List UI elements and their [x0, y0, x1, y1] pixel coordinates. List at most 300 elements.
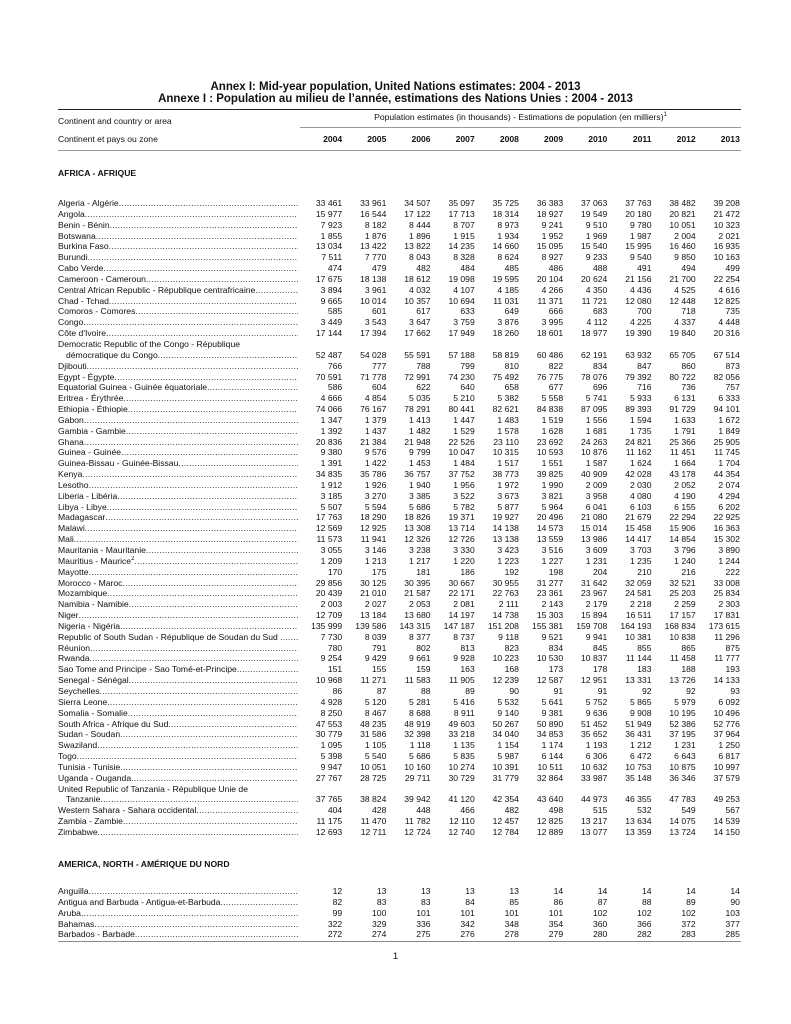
- population-value: 38 773: [492, 469, 519, 480]
- population-value: 36 346: [669, 772, 696, 783]
- dot-leader: [74, 534, 298, 545]
- population-value: 39 942: [404, 794, 431, 805]
- table-row: [58, 209, 741, 220]
- population-value: 4 854: [364, 393, 387, 404]
- population-value: 9 636: [585, 707, 608, 718]
- population-value: 18 977: [581, 328, 608, 339]
- population-value: 845: [592, 642, 608, 653]
- country-name-text: démocratique du Congo: [66, 349, 158, 360]
- population-value: 135 999: [311, 620, 343, 631]
- population-value: 279: [548, 929, 564, 940]
- footnote-marker: 2: [131, 555, 135, 562]
- population-value: 31 586: [360, 729, 387, 740]
- population-value: 151: [327, 664, 343, 675]
- population-value: 14 417: [625, 534, 652, 545]
- population-value: 11 721: [581, 295, 608, 306]
- population-value: 20 439: [315, 588, 343, 599]
- population-value: 17 831: [713, 610, 740, 621]
- table-row: [58, 773, 741, 784]
- population-value: 17 394: [360, 328, 387, 339]
- dot-leader: [117, 491, 298, 502]
- population-value: 10 875: [669, 761, 696, 772]
- table-row: [58, 686, 741, 697]
- country-name-text: Cabo Verde: [58, 263, 104, 274]
- dot-leader: [89, 480, 298, 491]
- population-value: 13 726: [669, 675, 696, 686]
- population-value: 31 779: [492, 772, 519, 783]
- header-span-rule: [300, 127, 741, 128]
- population-value: 89: [465, 685, 475, 696]
- population-value: 10 315: [492, 447, 519, 458]
- population-value: 484: [460, 263, 475, 274]
- population-value: 4 436: [629, 284, 652, 295]
- population-value: 30 729: [448, 772, 475, 783]
- population-value: 10 274: [448, 761, 475, 772]
- population-value: 6 643: [674, 751, 696, 762]
- population-value: 799: [460, 360, 475, 371]
- population-value: 10 511: [537, 761, 564, 772]
- population-value: 3 270: [364, 490, 387, 501]
- population-value: 101: [460, 907, 475, 918]
- population-value: 3 449: [320, 317, 343, 328]
- table-row: [58, 567, 741, 578]
- population-value: 622: [416, 382, 431, 393]
- population-value: 1 940: [409, 479, 431, 490]
- population-value: 9 576: [364, 447, 387, 458]
- population-value: 14 539: [713, 816, 740, 827]
- population-value: 37 752: [448, 469, 475, 480]
- population-value: 9 908: [629, 707, 652, 718]
- population-value: 1 220: [453, 555, 475, 566]
- population-value: 20 624: [581, 273, 608, 284]
- year-header: 2004: [323, 134, 343, 144]
- country-name: [58, 296, 298, 307]
- population-value: 21 700: [669, 273, 696, 284]
- table-row: [58, 393, 741, 404]
- population-value: 8 444: [409, 219, 431, 230]
- table-row: [58, 426, 741, 437]
- dot-leader: [110, 220, 298, 231]
- population-value: 1 453: [409, 458, 431, 469]
- dot-leader: [106, 328, 298, 339]
- population-value: 39 825: [536, 469, 564, 480]
- population-value: 11 470: [360, 816, 387, 827]
- population-value: 12 080: [625, 295, 652, 306]
- country-name-text: Democratic Republic of the Congo - République: [58, 338, 241, 349]
- population-value: 1 422: [364, 458, 387, 469]
- population-value: 37 765: [315, 794, 343, 805]
- population-value: 188: [681, 664, 696, 675]
- table-row: [58, 296, 741, 307]
- population-value: 4 928: [320, 696, 343, 707]
- population-value: 29 856: [315, 577, 343, 588]
- population-value: 873: [725, 360, 740, 371]
- population-value: 322: [327, 918, 343, 929]
- population-value: 14 075: [669, 816, 696, 827]
- population-value: 2 111: [498, 599, 519, 610]
- country-name-text: Burkina Faso: [58, 241, 109, 252]
- country-name-text: Seychelles: [58, 685, 100, 696]
- country-name: [58, 643, 298, 654]
- population-value: 170: [327, 566, 343, 577]
- country-name-text: Sierra Leone: [58, 696, 108, 707]
- dot-leader: [123, 393, 298, 404]
- table-row: [58, 231, 741, 242]
- population-value: 15 302: [713, 534, 740, 545]
- population-value: 9 941: [585, 631, 608, 642]
- population-value: 67 514: [713, 349, 740, 360]
- population-value: 87: [597, 896, 608, 907]
- population-value: 28 725: [360, 772, 387, 783]
- country-name-text: Mali: [58, 534, 74, 545]
- population-value: 34 507: [404, 198, 431, 208]
- country-name: [58, 198, 298, 209]
- population-value: 10 838: [669, 631, 696, 642]
- population-value: 791: [372, 642, 387, 653]
- population-value: 101: [504, 907, 519, 918]
- population-value: 1 876: [364, 230, 387, 241]
- population-value: 491: [637, 263, 652, 274]
- population-value: 15 458: [625, 523, 652, 534]
- population-value: 18 927: [536, 208, 564, 219]
- population-value: 9 254: [320, 653, 343, 664]
- population-value: 4 448: [718, 317, 740, 328]
- dot-leader: [146, 545, 298, 556]
- country-name: [58, 491, 298, 502]
- population-value: 10 223: [492, 653, 519, 664]
- population-value: 834: [548, 642, 564, 653]
- population-value: 37 579: [713, 772, 740, 783]
- population-value: 143 315: [399, 620, 431, 631]
- population-value: 10 496: [713, 707, 740, 718]
- population-value: 2 218: [629, 599, 652, 610]
- population-value: 2 179: [585, 599, 608, 610]
- dot-leader: [220, 897, 298, 908]
- table-row: [58, 382, 741, 393]
- dot-leader: [129, 675, 298, 686]
- country-name: [58, 784, 298, 795]
- population-value: 2 259: [674, 599, 696, 610]
- table-row: [58, 241, 741, 252]
- country-name-text: United Republic of Tanzania - République Unie de: [58, 783, 248, 794]
- population-value: 89: [686, 896, 696, 907]
- population-value: 8 377: [409, 631, 431, 642]
- population-value: 549: [681, 805, 696, 816]
- population-value: 76 167: [360, 404, 387, 415]
- population-value: 5 416: [453, 696, 475, 707]
- country-name: [58, 588, 298, 599]
- population-value: 10 837: [581, 653, 608, 664]
- population-value: 19 098: [448, 273, 475, 284]
- population-value: 6 092: [718, 696, 740, 707]
- population-value: 498: [548, 805, 564, 816]
- population-value: 1 987: [629, 230, 652, 241]
- table-row: [58, 502, 741, 513]
- population-value: 9 850: [674, 252, 696, 263]
- population-value: 1 849: [718, 425, 740, 436]
- population-value: 4 266: [541, 284, 564, 295]
- population-value: 11 458: [670, 653, 696, 664]
- country-name-text: Namibia - Namibie: [58, 599, 129, 610]
- country-name-text: Guinea - Guinée: [58, 447, 122, 458]
- population-value: 101: [416, 907, 431, 918]
- country-name-text: Togo: [58, 751, 77, 762]
- population-value: 3 958: [585, 490, 608, 501]
- population-value: 1 231: [674, 740, 696, 751]
- population-value: 8 328: [453, 252, 475, 263]
- country-name-text: South Africa - Afrique du Sud: [58, 718, 169, 729]
- population-value: 6 131: [674, 393, 696, 404]
- year-header: 2013: [720, 134, 740, 144]
- country-name-text: Benin - Bénin: [58, 219, 110, 230]
- table-row: [58, 578, 741, 589]
- population-value: 94 101: [713, 404, 740, 415]
- population-value: 14: [641, 886, 652, 896]
- population-value: 84 838: [536, 404, 564, 415]
- dot-leader: [90, 653, 298, 664]
- country-name: [58, 285, 298, 296]
- population-value: 21 010: [360, 588, 387, 599]
- population-value: 35 652: [581, 729, 608, 740]
- population-value: 1 227: [541, 555, 564, 566]
- country-name-text: Rwanda: [58, 653, 90, 664]
- population-value: 274: [372, 929, 387, 940]
- population-value: 15 303: [536, 610, 564, 621]
- population-value: 8 624: [497, 252, 519, 263]
- population-value: 9 928: [453, 653, 475, 664]
- population-value: 5 686: [409, 501, 431, 512]
- table-row: [58, 317, 741, 328]
- country-name: [58, 220, 298, 231]
- year-header: 2011: [632, 134, 652, 144]
- population-value: 1 587: [585, 458, 608, 469]
- population-value: 479: [372, 263, 387, 274]
- population-value: 1 934: [497, 230, 519, 241]
- population-value: 372: [681, 918, 696, 929]
- population-value: 1 624: [629, 458, 652, 469]
- country-name: [58, 404, 298, 415]
- population-value: 16 511: [625, 610, 652, 621]
- population-value: 5 865: [629, 696, 652, 707]
- population-value: 735: [725, 306, 740, 317]
- population-value: 33 987: [581, 772, 608, 783]
- population-value: 21 384: [360, 436, 387, 447]
- population-value: 17 157: [669, 610, 696, 621]
- population-value: 21 587: [404, 588, 431, 599]
- population-value: 12 825: [536, 816, 564, 827]
- population-value: 37 964: [713, 729, 740, 740]
- population-value: 62 191: [581, 349, 608, 360]
- population-value: 1 681: [585, 425, 608, 436]
- table-row: [58, 523, 741, 534]
- population-value: 10 391: [492, 761, 519, 772]
- dot-leader: [87, 361, 298, 372]
- year-header: 2005: [367, 134, 387, 144]
- year-header: 2008: [499, 134, 519, 144]
- population-value: 15 014: [581, 523, 608, 534]
- population-value: 33 961: [360, 198, 387, 208]
- population-value: 6 333: [718, 393, 740, 404]
- population-value: 17 763: [315, 512, 343, 523]
- population-value: 90: [509, 685, 519, 696]
- year-header: 2012: [676, 134, 696, 144]
- dot-leader: [85, 209, 298, 220]
- population-value: 13: [376, 886, 387, 896]
- population-value: 1 154: [497, 740, 519, 751]
- population-value: 18 826: [404, 512, 431, 523]
- population-value: 1 972: [497, 479, 519, 490]
- population-value: 19 549: [581, 208, 608, 219]
- table-row: [58, 610, 741, 621]
- country-name-text: Sao Tome and Principe - Sao Tomé-et-Principe: [58, 664, 237, 675]
- dot-leader: [131, 773, 298, 784]
- population-value: 499: [725, 263, 740, 274]
- population-value: 87 095: [581, 404, 608, 415]
- population-value: 272: [327, 929, 343, 940]
- population-value: 1 095: [320, 740, 343, 751]
- population-value: 15 977: [315, 208, 343, 219]
- population-value: 8 043: [409, 252, 431, 263]
- population-value: 640: [460, 382, 475, 393]
- population-value: 79 392: [625, 371, 652, 382]
- population-value: 5 933: [629, 393, 652, 404]
- dot-leader: [89, 567, 298, 578]
- population-value: 15 540: [581, 241, 608, 252]
- population-value: 9 510: [585, 219, 608, 230]
- population-value: 181: [416, 566, 431, 577]
- year-header-row: [298, 134, 740, 144]
- population-value: 50 890: [536, 718, 564, 729]
- population-value: 8 039: [364, 631, 387, 642]
- country-name-text: Somalia - Somalie: [58, 707, 128, 718]
- population-value: 22 254: [713, 273, 740, 284]
- dot-leader: [79, 610, 298, 621]
- population-value: 1 990: [541, 479, 564, 490]
- population-value: 585: [327, 306, 343, 317]
- country-name: [58, 263, 298, 274]
- population-value: 12 587: [536, 675, 564, 686]
- population-value: 11 371: [537, 295, 564, 306]
- dot-leader: [120, 762, 298, 773]
- population-value: 175: [372, 566, 387, 577]
- population-value: 5 741: [585, 393, 608, 404]
- country-name-text: Kenya: [58, 469, 83, 480]
- population-value: 155: [372, 664, 387, 675]
- population-value: 7 511: [321, 252, 343, 263]
- population-value: 21 679: [625, 512, 652, 523]
- population-value: 11 905: [449, 675, 475, 686]
- population-value: 31 277: [536, 577, 564, 588]
- table-row: [58, 534, 741, 545]
- population-value: 37 063: [581, 198, 608, 208]
- population-value: 1 413: [409, 414, 431, 425]
- population-value: 10 047: [448, 447, 475, 458]
- population-value: 3 703: [629, 545, 652, 555]
- population-value: 2 009: [585, 479, 608, 490]
- country-name: [58, 929, 298, 940]
- population-value: 168 834: [664, 620, 696, 631]
- population-value: 1 483: [497, 414, 519, 425]
- population-value: 60 486: [536, 349, 564, 360]
- country-name: [58, 339, 298, 350]
- population-value: 16 460: [669, 241, 696, 252]
- population-value: 80 722: [669, 371, 696, 382]
- table-row: [58, 545, 741, 556]
- population-value: 40 909: [581, 469, 608, 480]
- population-value: 10 997: [713, 761, 740, 772]
- dot-leader: [178, 458, 298, 469]
- population-value: 71 778: [360, 371, 387, 382]
- population-value: 13 331: [625, 675, 652, 686]
- north-america-rows: [58, 886, 741, 940]
- country-name-text: Sudan - Soudan: [58, 729, 121, 740]
- population-value: 14 133: [713, 675, 740, 686]
- population-value: 36 431: [625, 729, 652, 740]
- population-value: 757: [725, 382, 740, 393]
- table-row: [58, 328, 741, 339]
- population-value: 2 030: [629, 479, 652, 490]
- population-value: 8 927: [541, 252, 564, 263]
- population-value: 12 951: [581, 675, 608, 686]
- population-value: 12 825: [713, 295, 740, 306]
- population-value: 6 202: [718, 501, 740, 512]
- table-row: [58, 556, 741, 567]
- population-value: 10 381: [625, 631, 652, 642]
- population-value: 2 003: [320, 599, 343, 610]
- population-value: 12 110: [449, 816, 475, 827]
- population-value: 633: [460, 306, 475, 317]
- dot-leader: [84, 415, 298, 426]
- population-value: 9 241: [541, 219, 564, 230]
- country-name-text: Equatorial Guinea - Guinée équatoriale: [58, 382, 208, 393]
- population-value: 25 366: [669, 436, 696, 447]
- population-value: 204: [592, 566, 608, 577]
- population-value: 2 303: [718, 599, 740, 610]
- column-header-population-estimates: [300, 112, 741, 122]
- dot-leader: [120, 621, 298, 632]
- dot-leader: [97, 740, 298, 751]
- country-name-text: Egypt - Égypte: [58, 371, 115, 382]
- population-value: 658: [504, 382, 519, 393]
- country-name: [58, 697, 298, 708]
- population-value: 482: [416, 263, 431, 274]
- dot-leader: [207, 382, 298, 393]
- population-value: 1 118: [409, 740, 431, 751]
- population-value: 10 051: [669, 219, 696, 230]
- population-value: 18 260: [492, 328, 519, 339]
- population-value: 14: [553, 886, 564, 896]
- population-value: 33 461: [315, 198, 343, 208]
- population-value: 222: [725, 566, 740, 577]
- population-value: 173: [548, 664, 564, 675]
- population-value: 49 603: [448, 718, 475, 729]
- population-value: 485: [504, 263, 519, 274]
- population-value: 12 711: [360, 826, 387, 837]
- population-value: 6 306: [585, 751, 608, 762]
- population-value: 1 628: [541, 425, 564, 436]
- population-value: 13: [421, 886, 431, 896]
- population-value: 3 146: [364, 545, 387, 555]
- population-value: 6 472: [629, 751, 652, 762]
- population-value: 3 894: [320, 284, 343, 295]
- country-name-text: Uganda - Ouganda: [58, 772, 132, 783]
- country-name: [58, 729, 298, 740]
- population-value: 19 840: [669, 328, 696, 339]
- population-value: 8 911: [453, 707, 475, 718]
- population-value: 875: [725, 642, 740, 653]
- table-row: [58, 675, 741, 686]
- table-row: [58, 415, 741, 426]
